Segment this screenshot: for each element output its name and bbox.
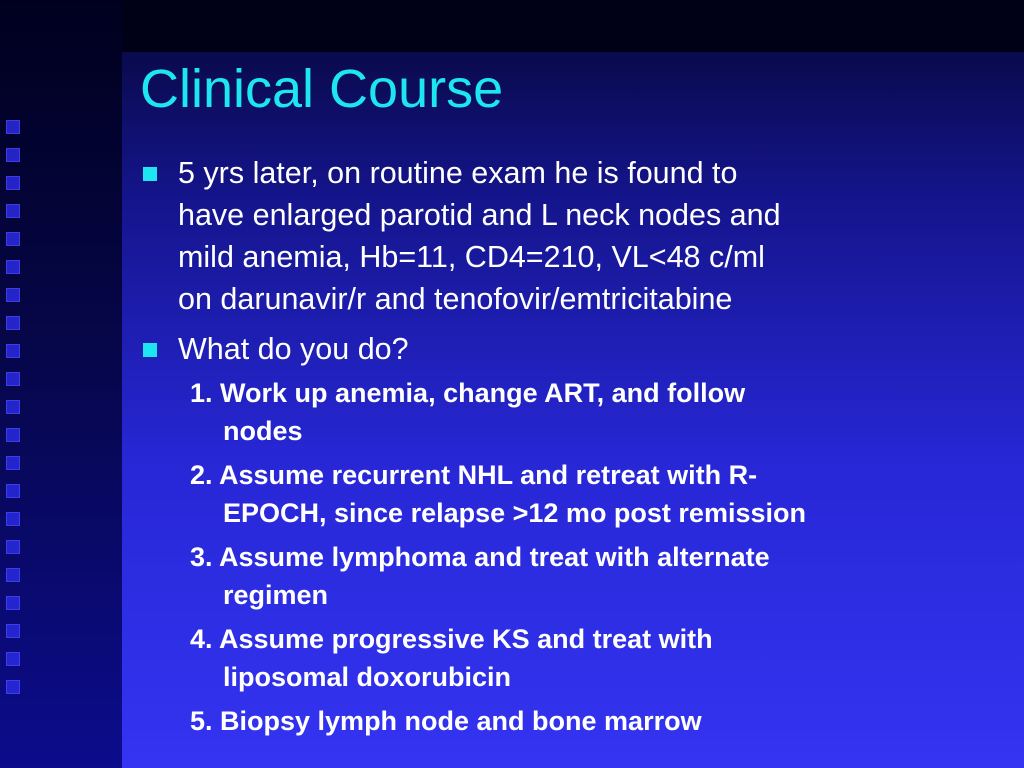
option-line: 5. Biopsy lymph node and bone marrow [190,706,702,736]
answer-option-5 [190,702,1000,740]
slide-title: Clinical Course [140,59,504,119]
answer-option-4 [190,620,1000,696]
answer-options [140,374,1000,740]
option-line: 3. Assume lymphoma and treat with alternate [190,542,770,572]
option-line: 1. Work up anemia, change ART, and follow [190,378,746,408]
decorative-square [6,540,20,554]
decorative-square [6,400,20,414]
option-line: 4. Assume progressive KS and treat with [190,624,713,654]
decorative-square [6,652,20,666]
decorative-square [6,512,20,526]
answer-option-3 [190,538,1000,614]
decorative-square [6,624,20,638]
decorative-square [6,176,20,190]
answer-option-1 [190,374,1000,450]
decorative-square [6,596,20,610]
option-line: liposomal doxorubicin [223,662,512,692]
top-decorative-band [122,0,1024,52]
bullet-line: What do you do? [178,332,409,366]
decorative-square [6,120,20,134]
bullet-line: on darunavir/r and tenofovir/emtricitabine [178,282,733,316]
decorative-square [6,456,20,470]
slide-content [140,152,1000,746]
decorative-squares [6,120,30,708]
decorative-square [6,680,20,694]
decorative-square [6,568,20,582]
decorative-square [6,372,20,386]
bullet-case-summary [140,152,1000,320]
decorative-square [6,428,20,442]
decorative-square [6,232,20,246]
option-line: regimen [223,580,329,610]
option-line: EPOCH, since relapse >12 mo post remission [223,498,806,528]
decorative-square [6,204,20,218]
bullet-line: have enlarged parotid and L neck nodes and [178,198,781,232]
bullet-question [140,328,1000,370]
decorative-square [6,344,20,358]
square-bullet-icon [143,167,157,181]
decorative-square [6,288,20,302]
bullet-line: 5 yrs later, on routine exam he is found to [178,156,738,190]
option-line: nodes [223,416,303,446]
decorative-square [6,148,20,162]
square-bullet-icon [143,343,157,357]
decorative-square [6,260,20,274]
left-decorative-band [0,0,122,768]
option-line: 2. Assume recurrent NHL and retreat with R- [190,460,758,490]
decorative-square [6,316,20,330]
bullet-line: mild anemia, Hb=11, CD4=210, VL<48 c/ml [178,240,765,274]
decorative-square [6,484,20,498]
answer-option-2 [190,456,1000,532]
